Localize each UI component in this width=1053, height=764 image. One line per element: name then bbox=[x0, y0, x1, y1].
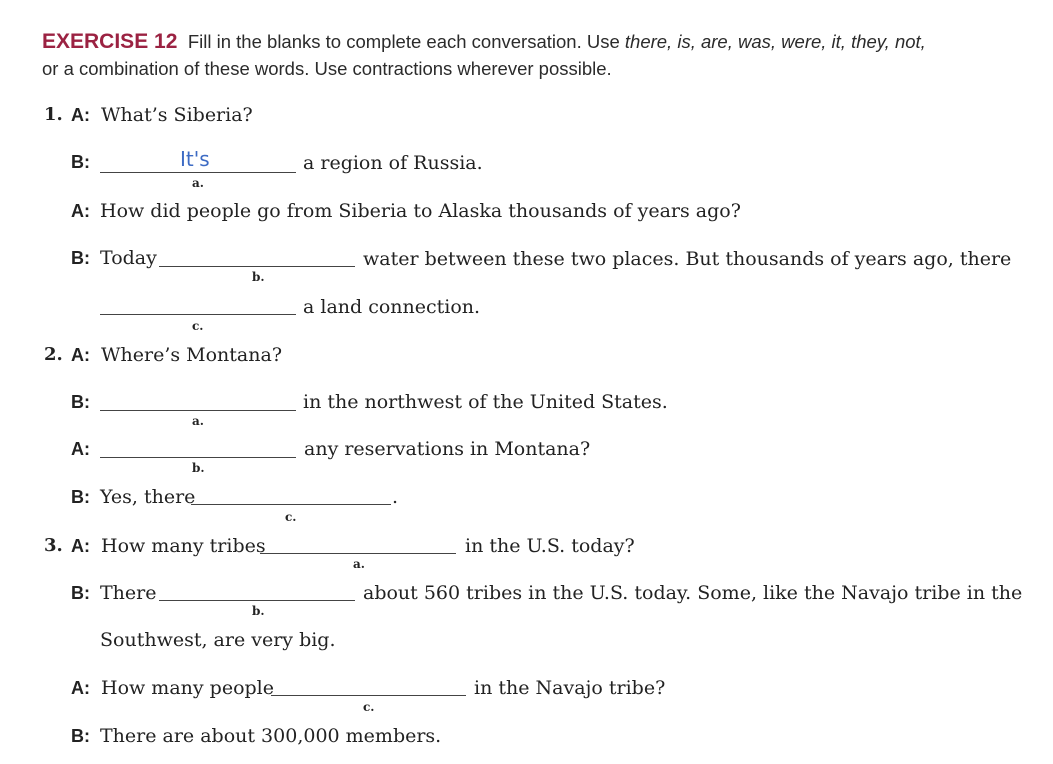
answer-text: about 560 tribes in the U.S. today. Some, like the Navajo tribe in the bbox=[363, 582, 1023, 604]
question-text: in the Navajo tribe? bbox=[474, 677, 666, 699]
answer-text: Yes, there bbox=[100, 486, 196, 508]
answer-blank[interactable] bbox=[159, 600, 355, 601]
blank-label: a. bbox=[192, 176, 204, 190]
answer-blank[interactable] bbox=[100, 314, 296, 315]
answer-text: There bbox=[100, 582, 157, 604]
answer-blank[interactable] bbox=[191, 504, 391, 505]
question-text: any reservations in Montana? bbox=[304, 438, 591, 460]
exercise-instructions bbox=[42, 30, 926, 54]
question-text: Where’s Montana? bbox=[101, 344, 283, 366]
answer-text: Today bbox=[100, 247, 157, 269]
handwritten-answer: It's bbox=[180, 147, 210, 171]
speaker-a: A: bbox=[71, 201, 90, 221]
blank-label: b. bbox=[252, 604, 265, 618]
answer-blank[interactable] bbox=[100, 457, 296, 458]
blank-label: c. bbox=[192, 319, 204, 333]
speaker-b: B: bbox=[71, 487, 90, 507]
blank-label: a. bbox=[192, 414, 204, 428]
answer-text: water between these two places. But thousands of years ago, there bbox=[363, 248, 1012, 270]
answer-blank[interactable] bbox=[271, 695, 466, 696]
answer-blank[interactable] bbox=[100, 410, 296, 411]
speaker-a: A: bbox=[71, 345, 90, 365]
question-text: What’s Siberia? bbox=[101, 104, 253, 126]
exercise-label: EXERCISE 12 bbox=[42, 30, 178, 53]
speaker-a: A: bbox=[71, 536, 90, 556]
answer-blank[interactable] bbox=[159, 266, 355, 267]
question-text: in the U.S. today? bbox=[465, 535, 635, 557]
blank-label: c. bbox=[363, 700, 375, 714]
answer-text: in the northwest of the United States. bbox=[303, 391, 668, 413]
instruction-words: there, is, are, was, were, it, they, not, bbox=[624, 31, 926, 52]
answer-text-continued: Southwest, are very big. bbox=[100, 629, 336, 651]
speaker-b: B: bbox=[71, 583, 90, 603]
speaker-a: A: bbox=[71, 678, 90, 698]
speaker-a: A: bbox=[71, 439, 90, 459]
blank-label: b. bbox=[252, 270, 265, 284]
blank-label: c. bbox=[285, 510, 297, 524]
item-number-2: 2. bbox=[44, 344, 63, 365]
question-text: How many people bbox=[101, 677, 274, 699]
speaker-a: A: bbox=[71, 105, 90, 125]
blank-label: b. bbox=[192, 461, 205, 475]
answer-text: a region of Russia. bbox=[303, 152, 483, 174]
speaker-b: B: bbox=[71, 248, 90, 268]
instruction-text: Fill in the blanks to complete each conversation. Use bbox=[187, 31, 625, 52]
blank-label: a. bbox=[353, 557, 365, 571]
answer-blank[interactable] bbox=[100, 172, 296, 173]
speaker-b: B: bbox=[71, 392, 90, 412]
question-text: How did people go from Siberia to Alaska thousands of years ago? bbox=[100, 200, 741, 222]
instruction-line-2: or a combination of these words. Use contractions wherever possible. bbox=[42, 58, 612, 79]
question-text: How many tribes bbox=[101, 535, 266, 557]
speaker-b: B: bbox=[71, 152, 90, 172]
item-number-1: 1. bbox=[44, 104, 63, 125]
answer-text: . bbox=[392, 486, 399, 508]
answer-text: There are about 300,000 members. bbox=[100, 725, 442, 747]
answer-blank[interactable] bbox=[260, 553, 456, 554]
item-number-3: 3. bbox=[44, 535, 63, 556]
speaker-b: B: bbox=[71, 726, 90, 746]
answer-text: a land connection. bbox=[303, 296, 481, 318]
